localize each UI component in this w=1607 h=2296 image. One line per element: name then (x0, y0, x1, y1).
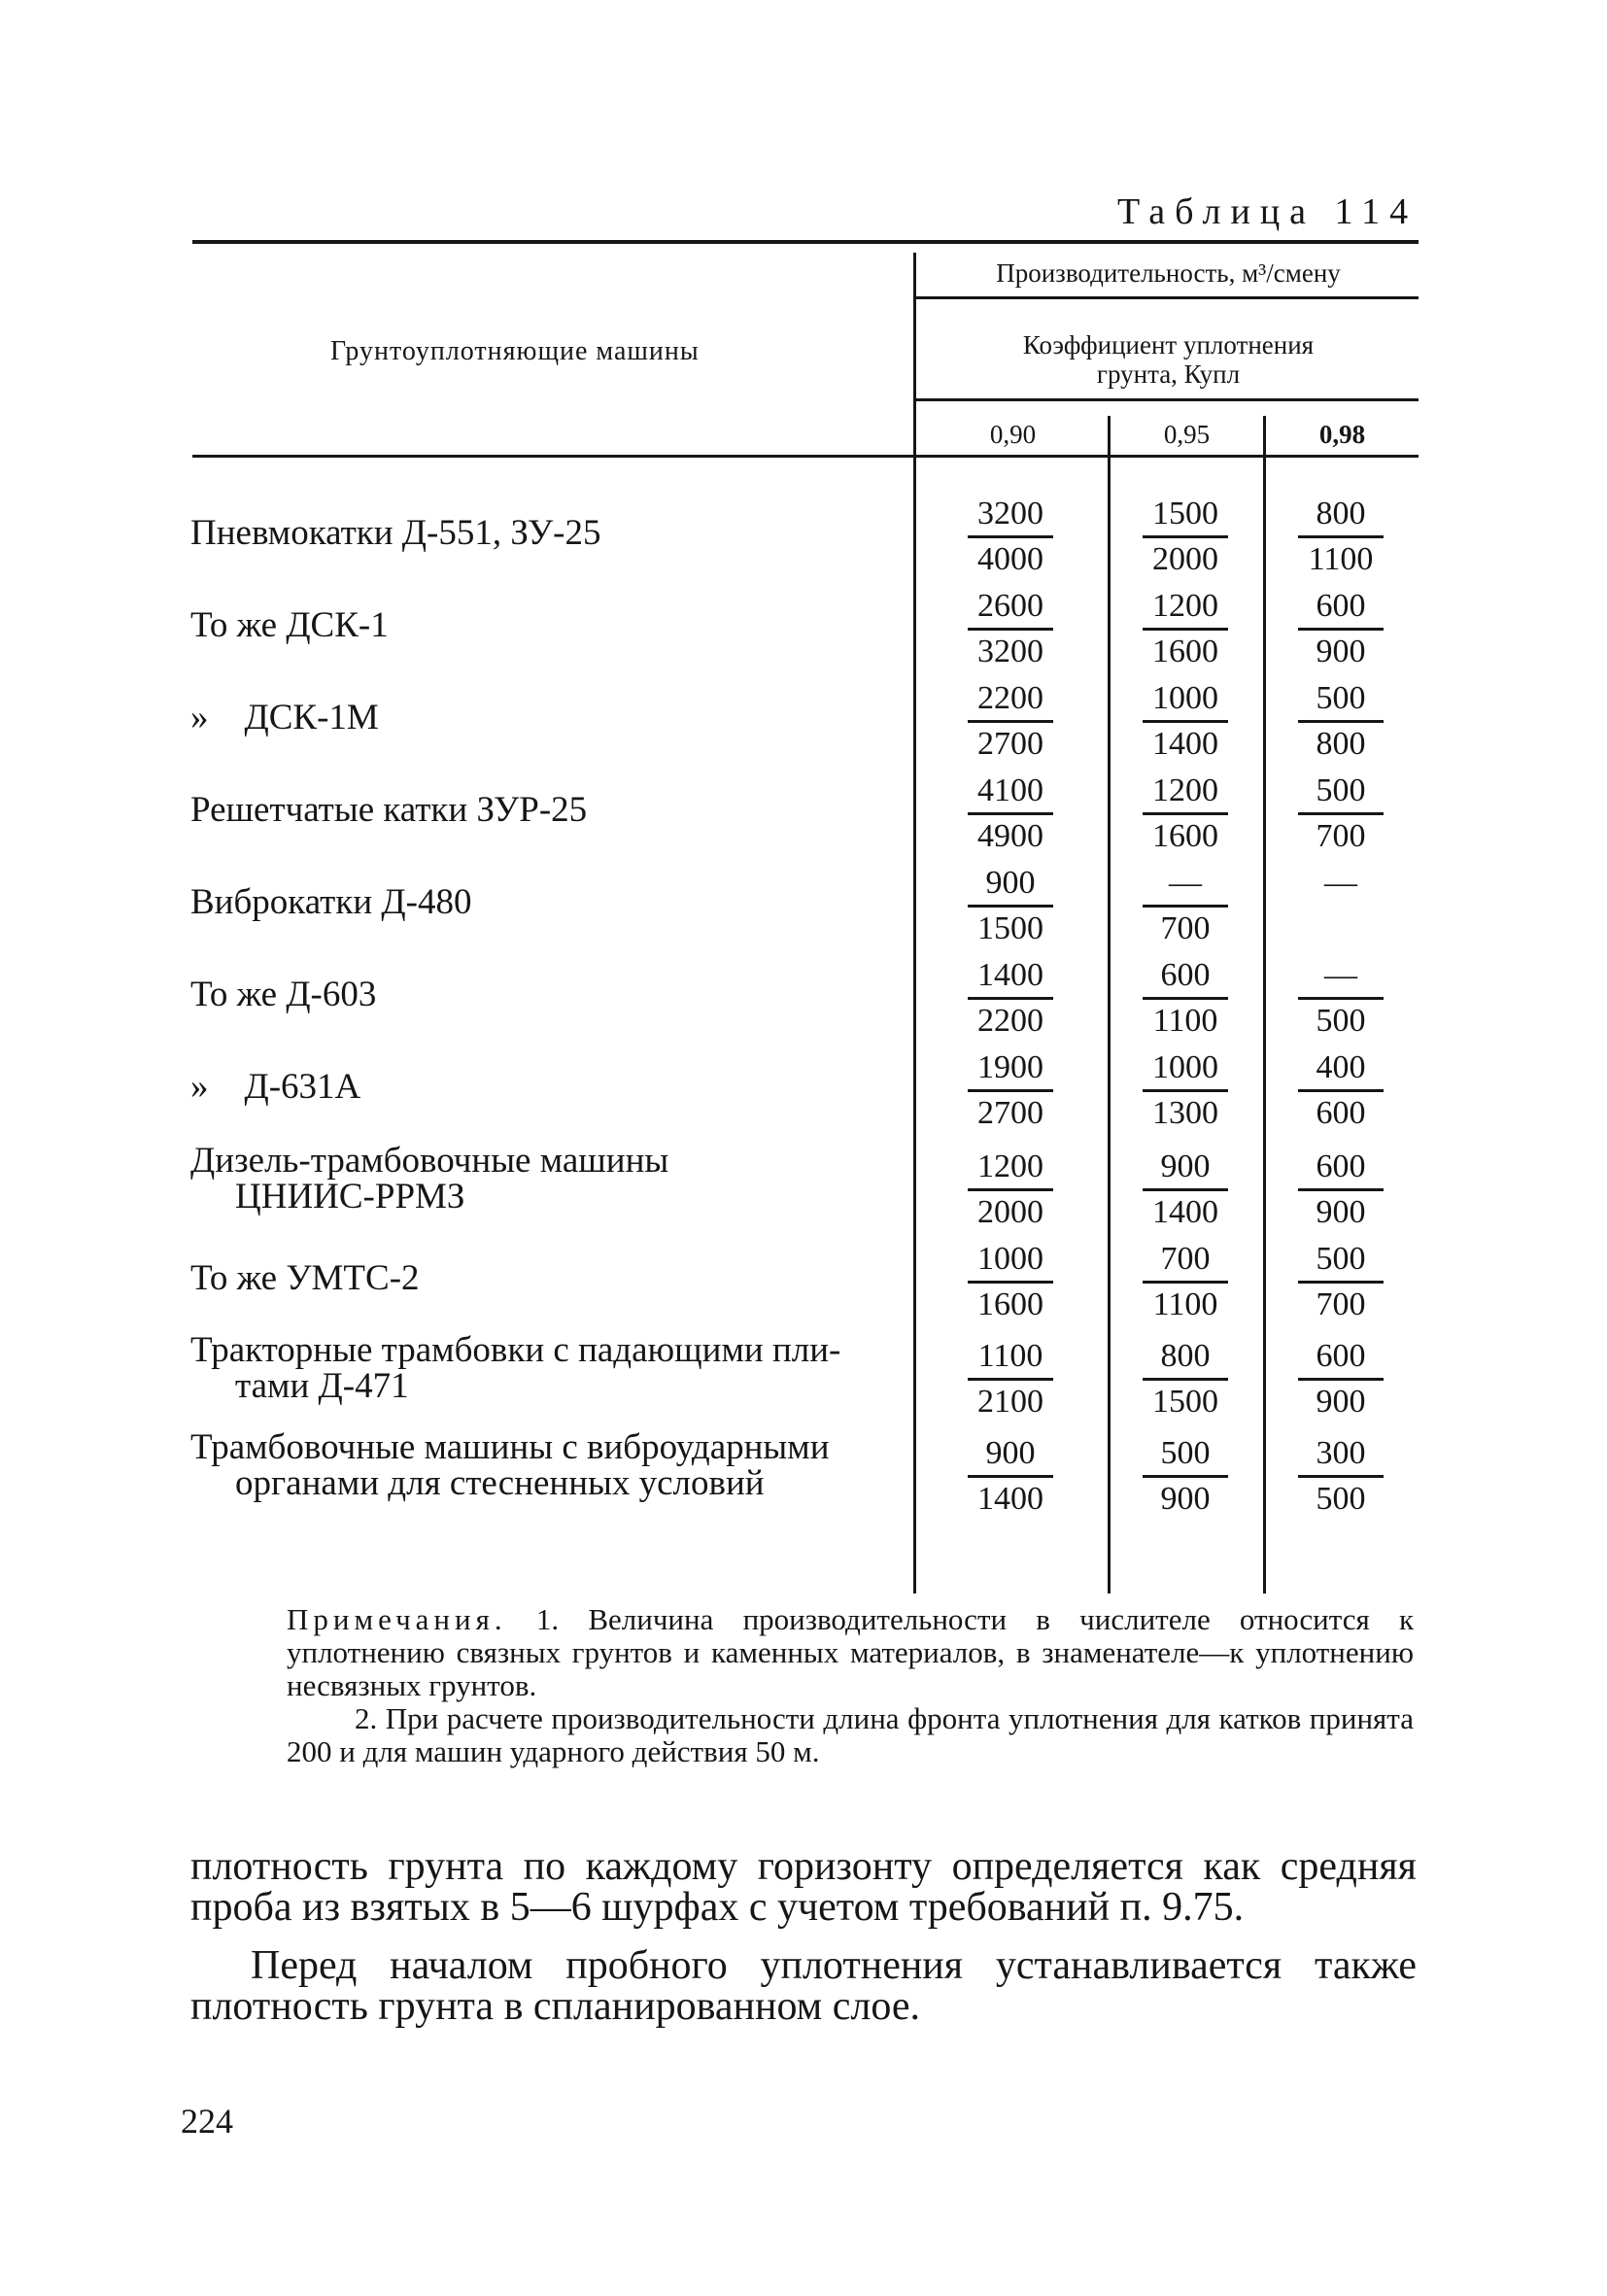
value-dash: — (1324, 865, 1357, 901)
value-numerator: 4100 (977, 772, 1043, 808)
header-sub-rule-2 (915, 398, 1419, 401)
value-numerator: 900 (985, 865, 1036, 901)
value-denominator: 1400 (1152, 1194, 1218, 1230)
row-label-line1: То же УМТС-2 (190, 1258, 420, 1298)
value-fraction (1098, 1433, 1273, 1520)
value-numerator: 500 (1316, 680, 1366, 716)
value-numerator: 600 (1160, 957, 1211, 993)
header-col-090: 0,90 (989, 420, 1037, 449)
value-fraction (1098, 1239, 1273, 1325)
row-label (190, 515, 600, 551)
value-denominator: 500 (1316, 1003, 1366, 1039)
fraction-bar (968, 812, 1053, 815)
fraction-bar (1298, 812, 1384, 815)
value-denominator: 1500 (977, 910, 1043, 946)
value-denominator: 4000 (977, 541, 1043, 577)
row-label-line1: Трамбовочные машины с виброударными (190, 1427, 830, 1467)
note-2: 2. При расчете производительности длина фронта уплотнения для катков принята 200 и для машин ударного действия 50 м. (287, 1701, 1414, 1768)
row-label-line2: органами для стесненных условий (235, 1463, 765, 1503)
fraction-bar (1143, 628, 1228, 631)
row-label-line1: Пневмокатки Д-551, ЗУ-25 (190, 513, 601, 553)
row-label (190, 1143, 668, 1215)
value-fraction (923, 955, 1098, 1042)
value-fraction (1098, 1047, 1273, 1134)
row-label (190, 977, 376, 1012)
fraction-bar (968, 720, 1053, 723)
value-numerator: 1100 (977, 1338, 1043, 1374)
value-numerator: 500 (1316, 1241, 1366, 1277)
value-fraction (1253, 1147, 1428, 1233)
value-denominator: 2000 (977, 1194, 1043, 1230)
header-sub-rule-1 (915, 296, 1419, 299)
value-fraction (923, 678, 1098, 765)
row-label-line2: ЦНИИС-РРМЗ (235, 1177, 465, 1217)
value-fraction (1098, 863, 1273, 949)
value-numerator: 2600 (977, 588, 1043, 624)
fraction-bar (968, 1378, 1053, 1381)
header-col-098: 0,98 (1318, 420, 1366, 449)
fraction-bar (968, 1475, 1053, 1478)
page-number: 224 (181, 2102, 233, 2141)
row-label (190, 1429, 830, 1501)
value-fraction (1253, 1047, 1428, 1134)
row-label (190, 700, 379, 736)
fraction-bar (1298, 997, 1384, 1000)
value-numerator: 1000 (1152, 1049, 1218, 1085)
value-denominator: 900 (1316, 1384, 1366, 1420)
value-denominator: 900 (1316, 1194, 1366, 1230)
value-numerator: 1200 (1152, 588, 1218, 624)
value-denominator: 1100 (1152, 1286, 1218, 1322)
value-fraction (923, 1336, 1098, 1422)
value-fraction (1253, 1336, 1428, 1422)
fraction-bar (1298, 1378, 1384, 1381)
value-denominator: 1100 (1152, 1003, 1218, 1039)
fraction-bar (968, 628, 1053, 631)
fraction-bar (1298, 1188, 1384, 1191)
value-denominator: 2100 (977, 1384, 1043, 1420)
row-label (190, 884, 471, 920)
table-top-rule (192, 240, 1419, 244)
value-numerator: 2200 (977, 680, 1043, 716)
value-numerator: 900 (1160, 1148, 1211, 1184)
value-numerator: 600 (1316, 588, 1366, 624)
fraction-bar (1298, 1475, 1384, 1478)
fraction-bar (1143, 1089, 1228, 1092)
value-denominator: 3200 (977, 634, 1043, 669)
fraction-bar (1298, 720, 1384, 723)
fraction-bar (1298, 628, 1384, 631)
header-col-095: 0,95 (1163, 420, 1211, 449)
value-fraction (1253, 494, 1428, 580)
header-coefficient-line2: грунта, Купл (1096, 360, 1241, 389)
value-numerator: 900 (985, 1435, 1036, 1471)
value-fraction (1098, 1147, 1273, 1233)
value-fraction (1253, 1239, 1428, 1325)
value-numerator: 1500 (1152, 496, 1218, 531)
value-denominator: 900 (1160, 1481, 1211, 1517)
value-fraction (923, 1047, 1098, 1134)
value-numerator: 600 (1316, 1148, 1366, 1184)
value-denominator: 1300 (1152, 1095, 1218, 1131)
value-fraction (923, 1433, 1098, 1520)
fraction-bar (968, 997, 1053, 1000)
value-denominator: 2700 (977, 1095, 1043, 1131)
value-fraction (1253, 586, 1428, 672)
paragraph-2: Перед началом пробного уплотнения устанавливается также плотность грунта в спланированном слое. (190, 1943, 1417, 2029)
value-fraction (923, 494, 1098, 580)
value-fraction (1253, 955, 1428, 1042)
value-fraction (923, 1239, 1098, 1325)
value-numerator: 1200 (1152, 772, 1218, 808)
column-divider-1 (913, 253, 916, 1593)
row-label (190, 1069, 360, 1105)
value-fraction (1253, 771, 1428, 857)
row-label-line2: тами Д-471 (235, 1366, 409, 1406)
value-numerator: 400 (1316, 1049, 1366, 1085)
fraction-bar (968, 905, 1053, 908)
fraction-bar (1298, 1089, 1384, 1092)
value-denominator: 900 (1316, 634, 1366, 669)
row-label-line1: Решетчатые катки ЗУР-25 (190, 790, 588, 830)
value-numerator: 1400 (977, 957, 1043, 993)
header-machines: Грунтоуплотняющие машины (330, 336, 700, 366)
header-productivity: Производительность, м³/смену (996, 258, 1341, 288)
table-title: Таблица 114 (1117, 191, 1419, 232)
value-numerator: 1000 (977, 1241, 1043, 1277)
value-fraction (1253, 863, 1428, 904)
note-1: 1. Величина производительности в числителе относится к уплотнению связных грунтов и каменных материалов, в знаменателе—к уплотнению несвязных грунтов. (287, 1602, 1415, 1702)
value-numerator: 500 (1316, 772, 1366, 808)
value-denominator: 2700 (977, 726, 1043, 762)
value-numerator: — (1169, 865, 1202, 901)
value-denominator: 600 (1316, 1095, 1366, 1131)
fraction-bar (968, 535, 1053, 538)
fraction-bar (1143, 1378, 1228, 1381)
value-numerator: 1200 (977, 1148, 1043, 1184)
value-fraction (1098, 586, 1273, 672)
value-numerator: 500 (1160, 1435, 1211, 1471)
fraction-bar (1143, 905, 1228, 908)
value-numerator: 300 (1316, 1435, 1366, 1471)
row-label-line1: То же Д-603 (190, 975, 377, 1014)
value-denominator: 4900 (977, 818, 1043, 854)
value-fraction (1098, 771, 1273, 857)
fraction-bar (968, 1188, 1053, 1191)
value-denominator: 1600 (977, 1286, 1043, 1322)
fraction-bar (1143, 812, 1228, 815)
row-label-line1: Тракторные трамбовки с падающими пли- (190, 1330, 841, 1370)
value-denominator: 1600 (1152, 818, 1218, 854)
value-numerator: 3200 (977, 496, 1043, 531)
value-fraction (1098, 678, 1273, 765)
value-numerator: 800 (1160, 1338, 1211, 1374)
notes (287, 1603, 1414, 1768)
row-label-line1: То же ДСК-1 (190, 605, 389, 645)
fraction-bar (968, 1089, 1053, 1092)
notes-heading: Примечания. (287, 1602, 507, 1636)
value-fraction (923, 771, 1098, 857)
fraction-bar (968, 1281, 1053, 1284)
value-numerator: 800 (1316, 496, 1366, 531)
value-fraction (923, 863, 1098, 949)
value-denominator: 500 (1316, 1481, 1366, 1517)
fraction-bar (1298, 535, 1384, 538)
value-denominator: 1600 (1152, 634, 1218, 669)
fraction-bar (1143, 720, 1228, 723)
value-denominator: 800 (1316, 726, 1366, 762)
value-fraction (923, 1147, 1098, 1233)
value-numerator: — (1324, 957, 1357, 993)
header-coefficient-line1: Коэффициент уплотнения (1022, 330, 1315, 360)
value-fraction (1253, 1433, 1428, 1520)
paragraph-1: плотность грунта по каждому горизонту определяется как средняя проба из взятых в 5—6 шурфах с учетом требований п. 9.75. (190, 1844, 1417, 1930)
fraction-bar (1143, 1475, 1228, 1478)
value-numerator: 1000 (1152, 680, 1218, 716)
fraction-bar (1143, 1281, 1228, 1284)
fraction-bar (1298, 1281, 1384, 1284)
row-label-line1: Дизель-трамбовочные машины (190, 1141, 669, 1181)
value-denominator: 700 (1316, 1286, 1366, 1322)
value-denominator: 1400 (1152, 726, 1218, 762)
fraction-bar (1143, 997, 1228, 1000)
value-denominator: 2000 (1152, 541, 1218, 577)
value-fraction (1098, 494, 1273, 580)
value-fraction (923, 586, 1098, 672)
header-coefficient (918, 330, 1419, 389)
value-fraction (1098, 955, 1273, 1042)
row-label (190, 792, 587, 828)
row-label-line1: » Д-631А (190, 1067, 361, 1107)
value-numerator: 700 (1160, 1241, 1211, 1277)
row-label-line1: » ДСК-1М (190, 698, 379, 737)
row-label (190, 1260, 420, 1296)
row-label (190, 607, 389, 643)
row-label-line1: Виброкатки Д-480 (190, 882, 472, 922)
value-denominator: 700 (1160, 910, 1211, 946)
value-numerator: 600 (1316, 1338, 1366, 1374)
value-fraction (1098, 1336, 1273, 1422)
value-denominator: 1100 (1308, 541, 1374, 577)
value-fraction (1253, 678, 1428, 765)
fraction-bar (1143, 1188, 1228, 1191)
value-denominator: 1500 (1152, 1384, 1218, 1420)
value-denominator: 2200 (977, 1003, 1043, 1039)
header-bottom-rule (192, 455, 1419, 458)
row-label (190, 1332, 840, 1404)
value-numerator: 1900 (977, 1049, 1043, 1085)
value-denominator: 700 (1316, 818, 1366, 854)
fraction-bar (1143, 535, 1228, 538)
body-text (190, 1846, 1417, 2044)
value-denominator: 1400 (977, 1481, 1043, 1517)
